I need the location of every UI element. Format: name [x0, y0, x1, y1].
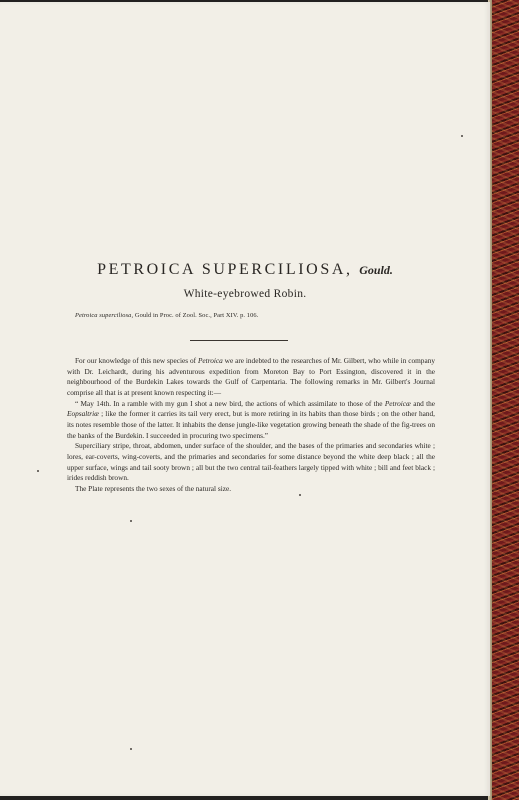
- book-spine-marbled-edge: [490, 0, 519, 800]
- species-title: [0, 261, 490, 279]
- species-scientific-name: PETROICA SUPERCILIOSA,: [97, 261, 353, 278]
- paper-speck: [299, 494, 301, 496]
- paragraph-plate-note: The Plate represents the two sexes of the natural size.: [75, 483, 232, 493]
- paragraph-description: Superciliary stripe, throat, abdomen, under surface of the shoulder, and the bases of the primaries and secondaries white ; lores, ear-coverts, wing-coverts, and the primaries and secondaries for some distance beyond the white deep black ; all the upper surface, wings and tail sooty brown ; all but the two central tail-feathers largely tipped with white ; bill and feet black ; irides reddish brown.: [67, 441, 435, 483]
- citation-species-name: Petroica superciliosa,: [75, 312, 134, 319]
- paper-speck: [130, 520, 132, 522]
- genus-name: Petroica: [197, 356, 223, 365]
- paper-speck: [461, 135, 463, 137]
- genus-name: Eopsaltriæ: [67, 409, 100, 419]
- section-divider: [190, 340, 288, 341]
- common-name: White-eyebrowed Robin.: [183, 288, 307, 300]
- description-body: [67, 356, 435, 495]
- marbled-pattern: [490, 0, 519, 800]
- document-page: [0, 2, 490, 796]
- paper-speck: [130, 748, 132, 750]
- citation-line: [75, 312, 258, 319]
- paragraph-introduction: For our knowledge of this new species of Petroica we are indebted to the researches of Mr. Gilbert, who while in company with Dr. Leichardt, during his adventurous expedition from Moreton Bay to Port Essington, discovered it in the neighbourhood of the Burdekin Lakes towards the Gulf of Carpentaria. The following remarks in Mr. Gilbert's Journal comprise all that is at present known respecting it:—: [67, 356, 435, 397]
- genus-name: Petroicæ: [384, 398, 411, 408]
- paper-speck: [37, 470, 39, 472]
- citation-text: Gould in Proc. of Zool. Soc., Part XIV. p. 106.: [133, 312, 259, 319]
- species-author: Gould.: [359, 263, 393, 277]
- paragraph-journal-quote: “ May 14th. In a ramble with my gun I shot a new bird, the actions of which assimilate to those of the Petroicæ and the Eopsaltriæ ; like the former it carries its tail very erect, but is more retiring in its habits than those birds ; on the other hand, its notes resemble those of the latter. It inhabits the dense jungle-like vegetation growing beneath the shade of the fig-trees on the banks of the Burdekin. I succeeded in procuring two specimens.”: [67, 398, 435, 440]
